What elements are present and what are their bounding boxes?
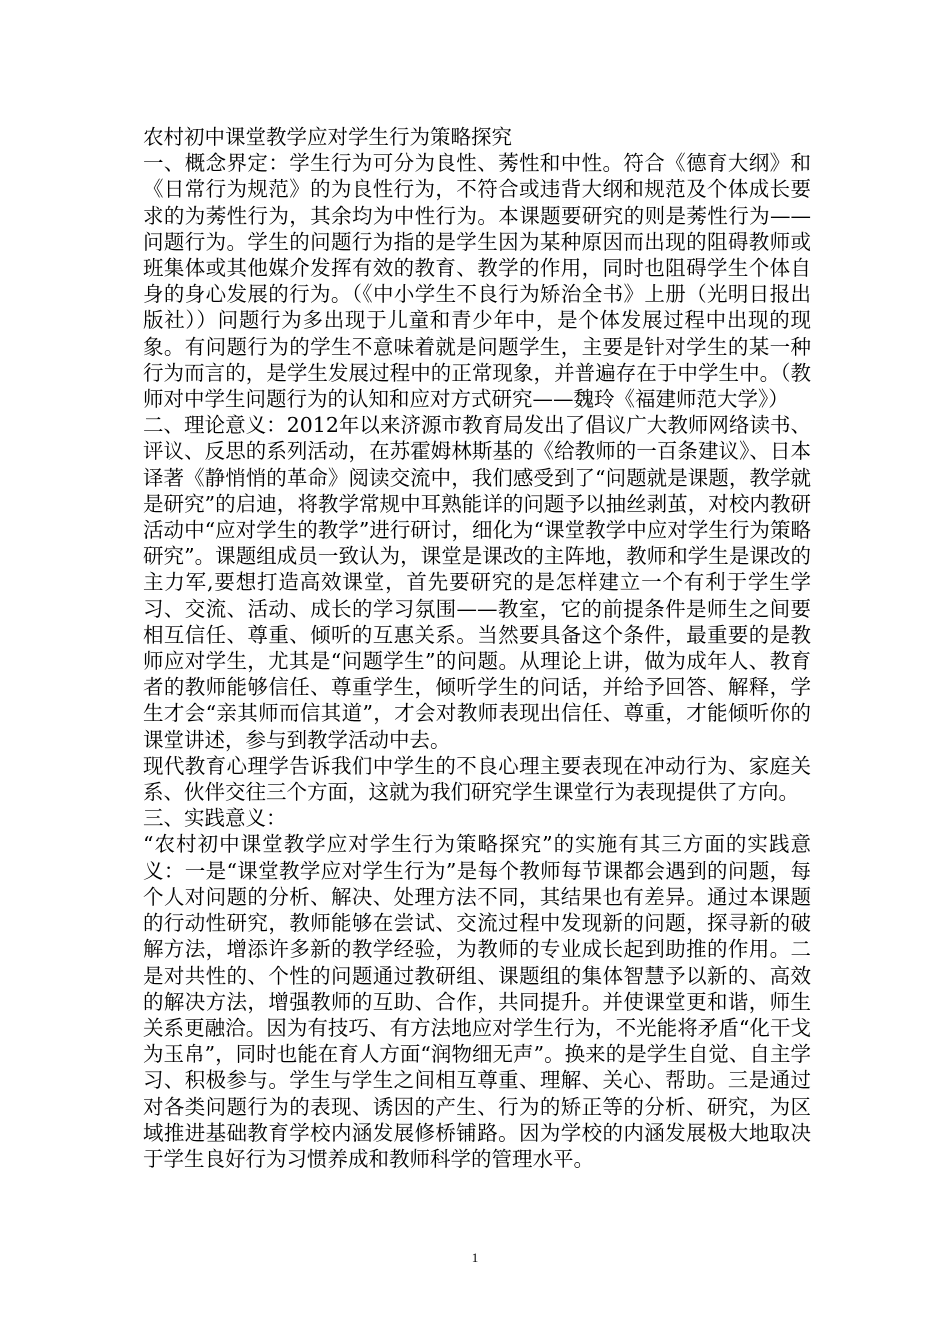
paragraph-practical-significance: “农村初中课堂教学应对学生行为策略探究”的实施有其三方面的实践意义：一是“课堂教学应对学生行为”是每个教师每节课都会遇到的问题，每个人对问题的分析、解决、处理方法不同，其结果也有差异。通过本课题的行动性研究，教师能够在尝试、交流过程中发现新的问题，探寻新的破解方法，增添许多新的教学经验，为教师的专业成长起到助推的作用。二是对共性的、个性的问题通过教研组、课题组的集体智慧予以新的、高效的解决方法，增强教师的互助、合作，共同提升。并使课堂更和谐，师生关系更融洽。因为有技巧、有方法地应对学生行为，不光能将矛盾“化干戈为玉帛”，同时也能在育人方面“润物细无声”。换来的是学生自觉、自主学习、积极参与。学生与学生之间相互尊重、理解、关心、帮助。三是通过对各类问题行为的表现、诱因的产生、行为的矫正等的分析、研究，为区域推进基础教育学校内涵发展修桥铺路。因为学校的内涵发展极大地取决于学生良好行为习惯养成和教师科学的管理水平。 xyxy=(143,832,811,1171)
paragraph-concept-definition: 一、概念界定：学生行为可分为良性、莠性和中性。符合《德育大纲》和《日常行为规范》的为良性行为，不符合或违背大纲和规范及个体成长要求的为莠性行为，其余均为中性行为。本课题要研究的则是莠性行为——问题行为。学生的问题行为指的是学生因为某种原因而出现的阻碍教师或班集体或其他媒介发挥有效的教育、教学的作用，同时也阻碍学生个体自身的身心发展的行为。（《中小学生不良行为矫治全书》上册（光明日报出版社））问题行为多出现于儿童和青少年中，是个体发展过程中出现的现象。有问题行为的学生不意味着就是问题学生，主要是针对学生的某一种行为而言的，是学生发展过程中的正常现象，并普遍存在于中学生中。（教师对中学生问题行为的认知和应对方式研究——魏玲《福建师范大学》） xyxy=(143,151,811,412)
paragraph-theoretical-significance: 二、理论意义：2012年以来济源市教育局发出了倡议广大教师网络读书、评议、反思的系列活动，在苏霍姆林斯基的《给教师的一百条建议》、日本译著《静悄悄的革命》阅读交流中，我们感受到了“问题就是课题，教学就是研究”的启迪，将教学常规中耳熟能详的问题予以抽丝剥茧，对校内教研活动中“应对学生的教学”进行研讨，细化为“课堂教学中应对学生行为策略研究”。课题组成员一致认为，课堂是课改的主阵地，教师和学生是课改的主力军,要想打造高效课堂，首先要研究的是怎样建立一个有利于学生学习、交流、活动、成长的学习氛围——教室，它的前提条件是师生之间要相互信任、尊重、倾听的互惠关系。当然要具备这个条件，最重要的是教师应对学生，尤其是“问题学生”的问题。从理论上讲，做为成年人、教育者的教师能够信任、尊重学生，倾听学生的问话，并给予回答、解释，学生才会“亲其师而信其道”，才会对教师表现出信任、尊重，才能倾听你的课堂讲述，参与到教学活动中去。 xyxy=(143,413,811,752)
page-number: 1 xyxy=(471,1250,479,1265)
document-body xyxy=(143,124,811,1172)
section-heading-practical-significance: 三、实践意义： xyxy=(143,806,287,831)
paragraph-modern-psychology: 现代教育心理学告诉我们中学生的不良心理主要表现在冲动行为、家庭关系、伙伴交往三个方面，这就为我们研究学生课堂行为表现提供了方向。 xyxy=(143,753,811,805)
document-title: 农村初中课堂教学应对学生行为策略探究 xyxy=(143,125,512,149)
